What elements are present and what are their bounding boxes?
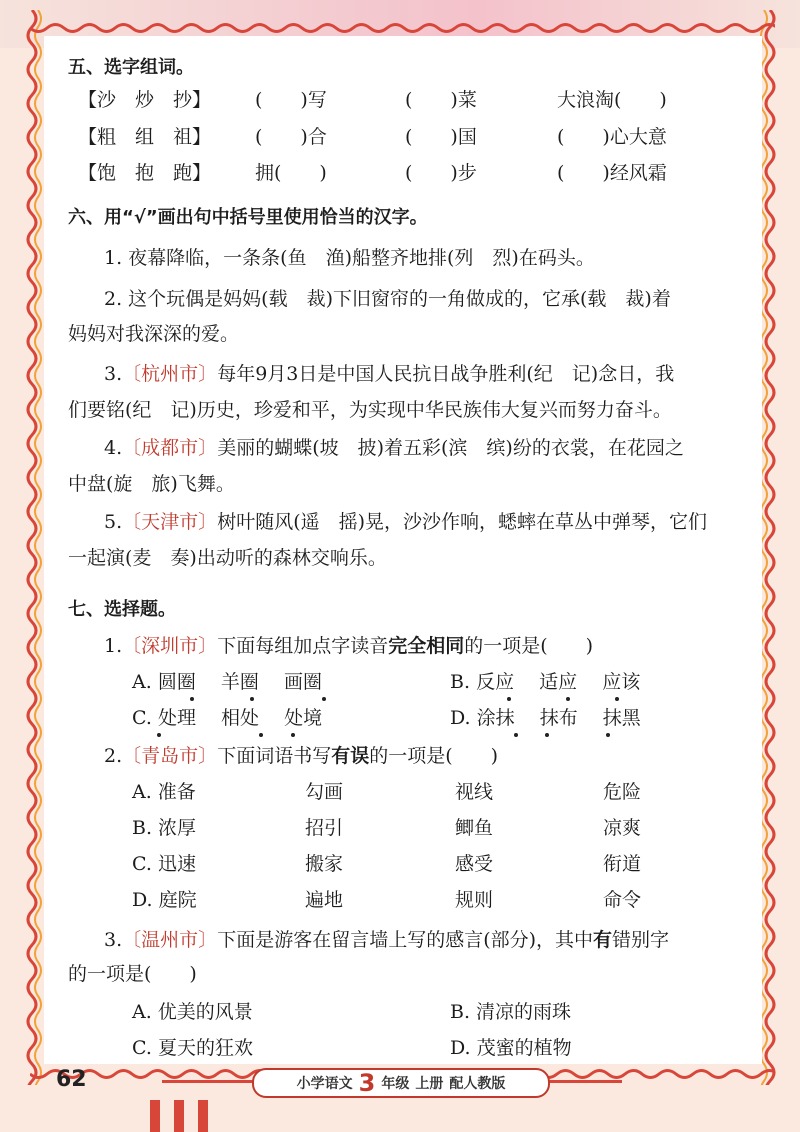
s7-q2-b-3: 鲫鱼 xyxy=(455,817,494,839)
s6-question-2-line2: 妈妈对我深深的爱。 xyxy=(68,323,240,345)
option-label: A. xyxy=(132,671,152,693)
s7-q2-c-1[interactable]: C. 迅速 xyxy=(132,853,196,875)
emphasis-dot xyxy=(514,733,518,737)
emphasis-dot xyxy=(157,733,161,737)
question-text: 下面是游客在留言墙上写的感言(部分)，其中 xyxy=(217,929,594,951)
option-label: D. xyxy=(450,707,471,729)
s7-q2-b-1[interactable]: B. 浓厚 xyxy=(132,817,197,839)
s7-q1-option-d[interactable] xyxy=(450,706,641,730)
footer-book-label xyxy=(252,1068,550,1098)
question-number: 5. xyxy=(104,511,123,533)
s5-row2-blank-b[interactable]: ( )国 xyxy=(405,126,477,148)
footer-grade: 年级 xyxy=(381,1076,410,1092)
question-emphasis: 完全相同 xyxy=(388,635,465,657)
s7-q2-d-1[interactable]: D. 庭院 xyxy=(132,889,197,911)
section-6-title: 六、用“√”画出句中括号里使用恰当的汉字。 xyxy=(68,207,428,228)
option-label: B. xyxy=(450,671,471,693)
question-text: 下面词语书写 xyxy=(217,745,332,767)
footer-grade-number: 3 xyxy=(358,1069,376,1097)
s5-row1-blank-c[interactable]: 大浪淘( ) xyxy=(557,89,667,111)
option-word-text: 抹布 xyxy=(539,707,578,729)
s7-q2-b-2: 招引 xyxy=(305,817,344,839)
question-number: 2. xyxy=(104,745,123,767)
option-word-text: 应该 xyxy=(602,671,641,693)
emphasis-dot xyxy=(259,733,263,737)
option-word-text: 涂抹 xyxy=(476,707,515,729)
s5-row1-group: 【沙 炒 抄】 xyxy=(78,89,212,111)
s6-question-3-line2[interactable]: 们要铭(纪 记)历史，珍爱和平，为实现中华民族伟大复兴而努力奋斗。 xyxy=(68,399,672,421)
s7-q3-option-b[interactable]: B. 清凉的雨珠 xyxy=(450,1001,572,1023)
s7-q2-b-4: 凉爽 xyxy=(603,817,642,839)
question-text-end: 错别字 xyxy=(612,929,670,951)
stripe xyxy=(174,1100,184,1132)
left-wavy-border xyxy=(16,10,46,1085)
s5-row2-blank-a[interactable]: ( )合 xyxy=(255,126,327,148)
s7-q1-option-b[interactable] xyxy=(450,670,640,694)
option-word xyxy=(284,671,322,693)
emphasis-dot xyxy=(507,697,511,701)
section-7-title: 七、选择题。 xyxy=(68,599,176,620)
emphasis-dot xyxy=(291,733,295,737)
footer-term: 上册 xyxy=(415,1076,444,1092)
s6-question-4-line2[interactable]: 中盘(旋 旅)飞舞。 xyxy=(68,473,235,495)
option-word-text: 相处 xyxy=(221,707,260,729)
city-tag: 杭州市 xyxy=(141,363,199,385)
s7-q3-option-c[interactable]: C. 夏天的狂欢 xyxy=(132,1037,253,1059)
city-tag: 成都市 xyxy=(141,437,199,459)
s5-row2-blank-c[interactable]: ( )心大意 xyxy=(557,126,667,148)
option-word xyxy=(221,671,259,693)
page-number: 62 xyxy=(56,1067,87,1092)
emphasis-dot xyxy=(250,697,254,701)
question-text: 下面每组加点字读音 xyxy=(217,635,389,657)
emphasis-dot xyxy=(322,697,326,701)
s5-row1-blank-a[interactable]: ( )写 xyxy=(255,89,327,111)
option-word-text: 适应 xyxy=(539,671,578,693)
s7-q2-d-4: 命令 xyxy=(603,889,642,911)
city-tag: 深圳市 xyxy=(141,635,199,657)
s6-question-3-line1[interactable]: 3.〔杭州市〕每年9月3日是中国人民抗日战争胜利(纪 记)念日，我 xyxy=(104,363,675,385)
emphasis-dot xyxy=(615,697,619,701)
s7-question-3-line2: 的一项是( ) xyxy=(68,963,197,985)
s5-row2-group: 【粗 组 祖】 xyxy=(78,126,212,148)
s7-q2-d-2: 遍地 xyxy=(305,889,344,911)
s5-row3-blank-b[interactable]: ( )步 xyxy=(405,162,477,184)
s7-q2-c-4: 衔道 xyxy=(603,853,642,875)
option-word-text: 圆圈 xyxy=(157,671,196,693)
option-word-text: 反应 xyxy=(476,671,515,693)
s7-q1-option-a[interactable] xyxy=(132,670,322,694)
question-emphasis: 有误 xyxy=(331,745,370,767)
question-text: 每年9月3日是中国人民抗日战争胜利(纪 记)念日，我 xyxy=(217,363,675,385)
city-tag: 青岛市 xyxy=(141,745,199,767)
emphasis-dot xyxy=(190,697,194,701)
question-emphasis: 有 xyxy=(593,929,613,951)
option-word-text: 画圈 xyxy=(283,671,322,693)
s5-row3-blank-c[interactable]: ( )经风霜 xyxy=(557,162,667,184)
s7-question-3-line1[interactable]: 3.〔温州市〕下面是游客在留言墙上写的感言(部分)，其中有错别字 xyxy=(104,929,670,951)
question-text-end: 的一项是( ) xyxy=(464,635,594,657)
s7-q2-d-3: 规则 xyxy=(455,889,494,911)
s5-row3-blank-a[interactable]: 拥( ) xyxy=(255,162,327,184)
s7-question-1[interactable]: 1.〔深圳市〕下面每组加点字读音完全相同的一项是( ) xyxy=(104,635,594,657)
s7-q2-a-3: 视线 xyxy=(455,781,494,803)
emphasis-dot xyxy=(606,733,610,737)
s7-q2-a-4: 危险 xyxy=(603,781,642,803)
s7-q2-c-2: 搬家 xyxy=(305,853,344,875)
city-tag: 天津市 xyxy=(141,511,199,533)
option-label: C. xyxy=(132,707,152,729)
emphasis-dot xyxy=(566,697,570,701)
s6-question-5-line1[interactable]: 5.〔天津市〕树叶随风(遥 摇)晃，沙沙作响，蟋蟀在草丛中弹琴，它们 xyxy=(104,511,708,533)
s6-question-4-line1[interactable]: 4.〔成都市〕美丽的蝴蝶(坡 披)着五彩(滨 缤)纷的衣裳，在花园之 xyxy=(104,437,684,459)
question-text-end: 的一项是( ) xyxy=(369,745,499,767)
option-word-text: 处理 xyxy=(157,707,196,729)
s7-question-2[interactable]: 2.〔青岛市〕下面词语书写有误的一项是( ) xyxy=(104,745,499,767)
s6-question-5-line2[interactable]: 一起演(麦 奏)出动听的森林交响乐。 xyxy=(68,547,387,569)
city-tag: 温州市 xyxy=(141,929,199,951)
footer-subject: 小学语文 xyxy=(296,1076,353,1092)
s7-q2-a-1[interactable]: A. 准备 xyxy=(132,781,196,803)
footer-edition: 配人教版 xyxy=(449,1076,506,1092)
question-text: 美丽的蝴蝶(坡 披)着五彩(滨 缤)纷的衣裳，在花园之 xyxy=(217,437,684,459)
stripe xyxy=(198,1100,208,1132)
s7-q3-option-a[interactable]: A. 优美的风景 xyxy=(132,1001,253,1023)
s7-q1-option-c[interactable] xyxy=(132,706,322,730)
s6-question-2-line1[interactable]: 2. 这个玩偶是妈妈(载 裁)下旧窗帘的一角做成的，它承(载 裁)着 xyxy=(104,288,671,310)
question-number: 3. xyxy=(104,363,123,385)
s6-question-1[interactable]: 1. 夜幕降临，一条条(鱼 渔)船整齐地排(列 烈)在码头。 xyxy=(104,247,595,269)
option-word-text: 羊圈 xyxy=(220,671,259,693)
s7-q2-c-3: 感受 xyxy=(455,853,494,875)
question-number: 4. xyxy=(104,437,123,459)
s5-row1-blank-b[interactable]: ( )菜 xyxy=(405,89,477,111)
option-word-text: 抹黑 xyxy=(602,707,641,729)
stripe xyxy=(150,1100,160,1132)
question-text: 树叶随风(遥 摇)晃，沙沙作响，蟋蟀在草丛中弹琴，它们 xyxy=(217,511,708,533)
question-number: 1. xyxy=(104,635,123,657)
option-word xyxy=(158,671,196,693)
s7-q3-option-d[interactable]: D. 茂蜜的植物 xyxy=(450,1037,572,1059)
s7-q2-a-2: 勾画 xyxy=(305,781,344,803)
option-word-text: 处境 xyxy=(284,707,323,729)
section-5-title: 五、选字组词。 xyxy=(68,57,194,78)
s5-row3-group: 【饱 抱 跑】 xyxy=(78,162,212,184)
question-number: 3. xyxy=(104,929,123,951)
emphasis-dot xyxy=(545,733,549,737)
